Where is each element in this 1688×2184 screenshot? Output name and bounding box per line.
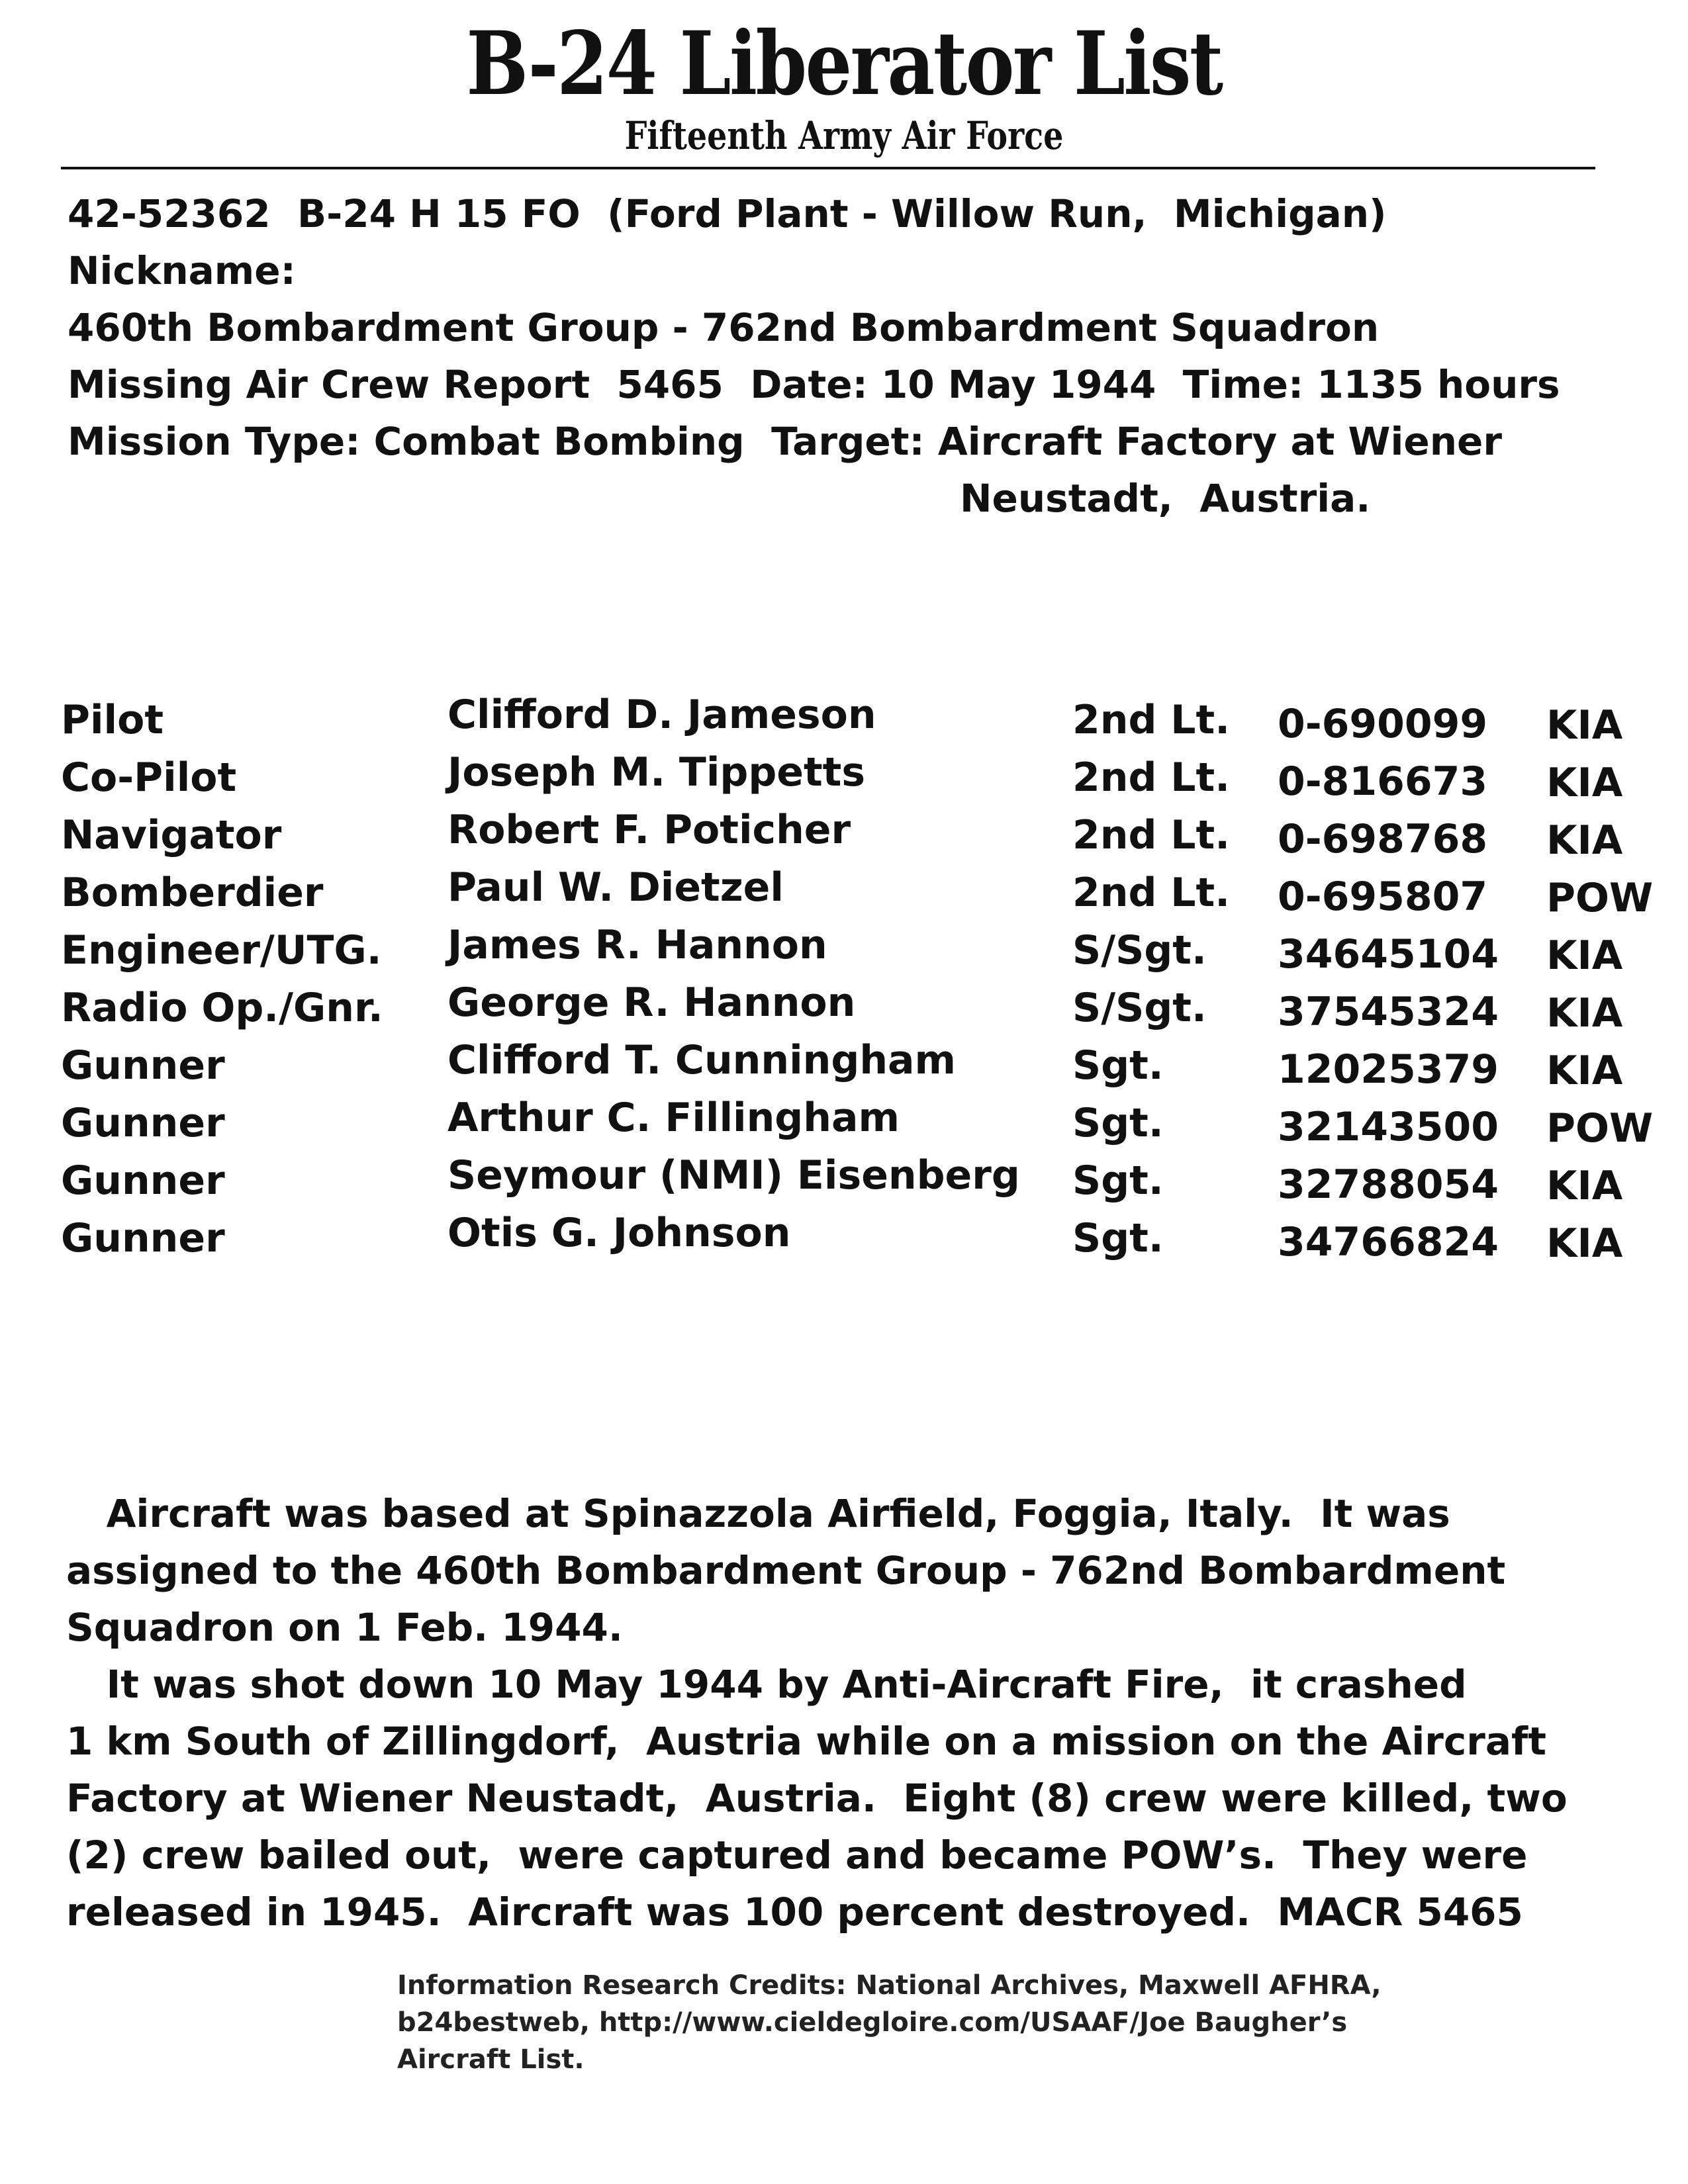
credits-line: b24bestweb, http://www.cieldegloire.com/USAAF/Joe Baugher’s (397, 2007, 1348, 2038)
crew-role: Navigator (61, 812, 282, 858)
crew-row (0, 981, 1688, 1040)
crew-rank: S/Sgt. (1072, 985, 1207, 1031)
crew-status: KIA (1546, 1048, 1623, 1094)
narrative-line: (2) crew bailed out, were captured and became POW’s. They were (66, 1833, 1528, 1878)
crew-role: Gunner (61, 1158, 225, 1204)
narrative-line: Aircraft was based at Spinazzola Airfield, Foggia, Italy. It was (66, 1491, 1450, 1536)
aircraft-serial-line: 42-52362 B-24 H 15 FO (Ford Plant - Willow Run, Michigan) (68, 191, 1387, 236)
crew-role: Radio Op./Gnr. (61, 985, 383, 1031)
crew-rank: Sgt. (1072, 1042, 1164, 1089)
narrative-line: released in 1945. Aircraft was 100 percent destroyed. MACR 5465 (66, 1889, 1523, 1934)
page-title: B-24 Liberator List (466, 13, 1222, 115)
crew-row (0, 1039, 1688, 1097)
crew-rank: 2nd Lt. (1072, 697, 1231, 743)
crew-status: KIA (1546, 760, 1623, 806)
narrative-line: Squadron on 1 Feb. 1944. (66, 1605, 623, 1650)
crew-serial: 34645104 (1278, 931, 1499, 978)
crew-row (0, 1097, 1688, 1155)
crew-serial: 32143500 (1278, 1104, 1499, 1150)
narrative-line: It was shot down 10 May 1944 by Anti-Aircraft Fire, it crashed (66, 1662, 1467, 1707)
crew-role: Pilot (61, 697, 164, 743)
narrative-line: Factory at Wiener Neustadt, Austria. Eight (8) crew were killed, two (66, 1776, 1568, 1821)
crew-name: Clifford T. Cunningham (447, 1037, 957, 1083)
crew-row (0, 1154, 1688, 1212)
header-divider (61, 167, 1595, 169)
crew-name: Otis G. Johnson (447, 1210, 791, 1256)
crew-rank: Sgt. (1072, 1158, 1164, 1204)
crew-status: KIA (1546, 702, 1623, 749)
crew-serial: 0-698768 (1278, 816, 1488, 862)
crew-role: Bomberdier (61, 870, 324, 916)
aircraft-nickname-line: Nickname: (68, 248, 296, 293)
crew-row (0, 1212, 1688, 1270)
crew-rank: S/Sgt. (1072, 927, 1207, 974)
crew-name: Clifford D. Jameson (447, 692, 876, 738)
aircraft-target-line: Neustadt, Austria. (960, 476, 1371, 521)
crew-status: KIA (1546, 1163, 1623, 1209)
crew-role: Co-Pilot (61, 754, 237, 801)
credits-line: Aircraft List. (397, 2044, 585, 2075)
crew-status: POW (1546, 875, 1654, 921)
crew-serial: 37545324 (1278, 989, 1499, 1035)
crew-serial: 34766824 (1278, 1219, 1499, 1265)
crew-row (0, 924, 1688, 982)
crew-serial: 32788054 (1278, 1161, 1499, 1208)
crew-rank: Sgt. (1072, 1215, 1164, 1261)
aircraft-mission-line: Mission Type: Combat Bombing Target: Aircraft Factory at Wiener (68, 419, 1502, 464)
crew-serial: 0-690099 (1278, 701, 1488, 747)
crew-rank: 2nd Lt. (1072, 812, 1231, 858)
crew-name: Seymour (NMI) Eisenberg (447, 1152, 1020, 1199)
crew-name: Paul W. Dietzel (447, 864, 784, 911)
aircraft-unit-line: 460th Bombardment Group - 762nd Bombardment Squadron (68, 305, 1380, 350)
crew-role: Gunner (61, 1042, 225, 1089)
crew-row (0, 694, 1688, 752)
crew-row (0, 751, 1688, 809)
crew-role: Gunner (61, 1100, 225, 1146)
narrative-line: 1 km South of Zillingdorf, Austria while on a mission on the Aircraft (66, 1719, 1546, 1764)
aircraft-macr-line: Missing Air Crew Report 5465 Date: 10 May 1944 Time: 1135 hours (68, 362, 1560, 407)
crew-name: Joseph M. Tippetts (447, 749, 866, 796)
crew-rank: 2nd Lt. (1072, 754, 1231, 801)
crew-rank: Sgt. (1072, 1100, 1164, 1146)
crew-name: James R. Hannon (447, 922, 827, 968)
crew-row (0, 809, 1688, 867)
crew-name: Arthur C. Fillingham (447, 1095, 900, 1141)
crew-status: POW (1546, 1105, 1654, 1152)
credits-line: Information Research Credits: National Archives, Maxwell AFHRA, (397, 1970, 1382, 2001)
crew-role: Gunner (61, 1215, 225, 1261)
crew-row (0, 866, 1688, 925)
narrative-line: assigned to the 460th Bombardment Group - 762nd Bombardment (66, 1548, 1506, 1593)
crew-status: KIA (1546, 933, 1623, 979)
crew-name: George R. Hannon (447, 979, 856, 1026)
crew-status: KIA (1546, 817, 1623, 864)
crew-role: Engineer/UTG. (61, 927, 382, 974)
crew-serial: 12025379 (1278, 1046, 1499, 1093)
crew-serial: 0-816673 (1278, 758, 1488, 805)
crew-status: KIA (1546, 1220, 1623, 1267)
page-subtitle: Fifteenth Army Air Force (624, 113, 1064, 158)
crew-rank: 2nd Lt. (1072, 870, 1231, 916)
crew-status: KIA (1546, 990, 1623, 1036)
crew-name: Robert F. Poticher (447, 807, 851, 853)
crew-serial: 0-695807 (1278, 874, 1488, 920)
